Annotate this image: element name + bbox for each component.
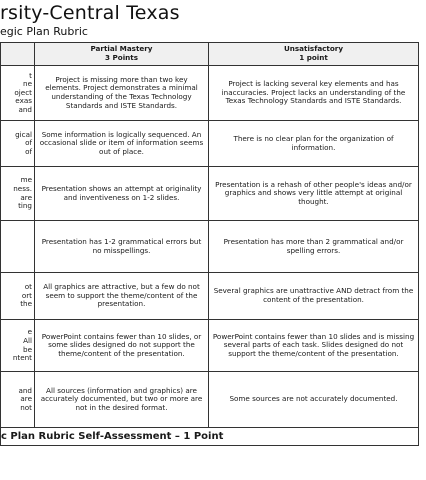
unsatisfactory-cell: Presentation has more than 2 grammatical and/or spelling errors. xyxy=(209,221,419,273)
page-subtitle: egic Plan Rubric xyxy=(0,25,88,38)
column-name: Partial Mastery xyxy=(90,44,153,54)
criteria-cell xyxy=(1,221,35,273)
page-title: rsity-Central Texas xyxy=(0,2,180,24)
criteria-cell: ot ort the xyxy=(1,273,35,320)
criteria-cell: e All be ntent xyxy=(1,320,35,372)
table-row xyxy=(1,66,419,121)
unsatisfactory-cell: PowerPoint contains fewer than 10 slides and is missing several parts of each task. Slides designed do not support the theme/content of the presentation. xyxy=(209,320,419,372)
column-name: Unsatisfactory xyxy=(283,44,344,54)
header-cell-criteria xyxy=(1,43,35,66)
partial-mastery-cell: All graphics are attractive, but a few do not seem to support the theme/content of the presentation. xyxy=(35,273,209,320)
unsatisfactory-cell: Presentation is a rehash of other people's ideas and/or graphics and shows very little attempt at original thought. xyxy=(209,167,419,221)
table-row xyxy=(1,372,419,428)
partial-mastery-cell: All sources (information and graphics) are accurately documented, but two or more are not in the desired format. xyxy=(35,372,209,428)
criteria-cell: gical of of xyxy=(1,121,35,167)
table-row xyxy=(1,221,419,273)
partial-mastery-cell: Project is missing more than two key elements. Project demonstrates a minimal understanding of the Texas Technology Standards and ISTE Standards. xyxy=(35,66,209,121)
table-row xyxy=(1,320,419,372)
column-points: 1 point xyxy=(299,53,328,62)
table-header-row xyxy=(1,43,419,66)
table-row xyxy=(1,273,419,320)
table-footer-row xyxy=(1,428,419,446)
rubric-table xyxy=(0,42,419,446)
unsatisfactory-cell: Several graphics are unattractive AND detract from the content of the presentation. xyxy=(209,273,419,320)
table-row xyxy=(1,167,419,221)
partial-mastery-cell: Some information is logically sequenced. An occasional slide or item of information seems out of place. xyxy=(35,121,209,167)
unsatisfactory-cell: Project is lacking several key elements and has inaccuracies. Project lacks an understanding of the Texas Technology Standards and ISTE Standards. xyxy=(209,66,419,121)
criteria-cell: me ness. are ting xyxy=(1,167,35,221)
criteria-cell: t ne oject exas and xyxy=(1,66,35,121)
unsatisfactory-cell: There is no clear plan for the organization of information. xyxy=(209,121,419,167)
column-points: 3 Points xyxy=(104,53,138,62)
self-assessment-footer: c Plan Rubric Self-Assessment – 1 Point xyxy=(1,428,419,446)
partial-mastery-cell: Presentation shows an attempt at originality and inventiveness on 1-2 slides. xyxy=(35,167,209,221)
header-cell-unsatisfactory xyxy=(209,43,419,66)
table-row xyxy=(1,121,419,167)
criteria-cell: and are not xyxy=(1,372,35,428)
partial-mastery-cell: PowerPoint contains fewer than 10 slides, or some slides designed do not support the theme/content of the presentation. xyxy=(35,320,209,372)
unsatisfactory-cell: Some sources are not accurately documented. xyxy=(209,372,419,428)
header-cell-partial-mastery xyxy=(35,43,209,66)
partial-mastery-cell: Presentation has 1-2 grammatical errors but no misspellings. xyxy=(35,221,209,273)
